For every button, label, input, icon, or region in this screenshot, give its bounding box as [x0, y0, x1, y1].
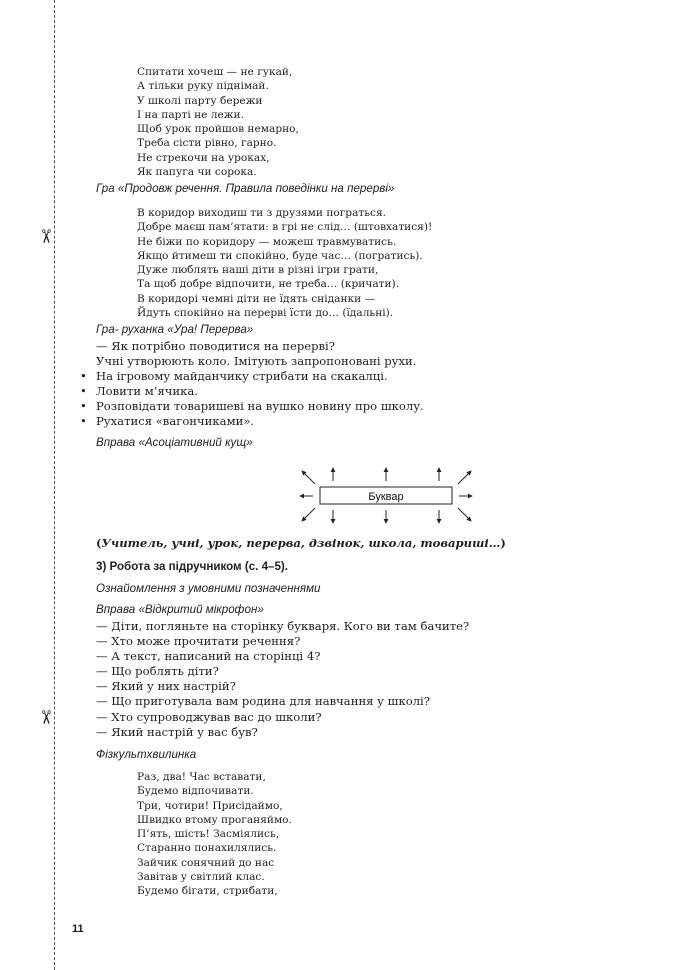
- question-line: — Як потрібно поводитися на перерві?: [96, 339, 335, 353]
- poem-line: Будемо бігати, стрибати,: [137, 885, 278, 898]
- question-line: — Який настрій у вас був?: [96, 724, 258, 739]
- poem-line: Три, чотири! Присідаймо,: [137, 799, 283, 812]
- mic-title: Вправа «Відкритий мікрофон»: [96, 603, 264, 616]
- bullet: •: [80, 399, 87, 413]
- poem-line: І на парті не лежи.: [137, 108, 244, 121]
- scissors-icon: ✂: [34, 709, 57, 726]
- poem-line: Дуже люблять наші діти в різні ігри грати,: [137, 264, 379, 277]
- association-bush-diagram: [295, 463, 480, 529]
- poem-line: Старанно понахилялись.: [137, 842, 277, 855]
- poem-line: Не стрекочи на уроках,: [137, 151, 270, 164]
- poem-line: П’ять, шість! Засміялись,: [137, 828, 280, 841]
- poem-line: Та щоб добре відпочити, не треба… (кричати).: [137, 278, 400, 291]
- poem-line: Завітав у світлий клас.: [137, 871, 265, 884]
- page-number: 11: [72, 923, 84, 935]
- central-word: Буквар: [368, 491, 404, 503]
- poem-rules: [137, 65, 299, 179]
- question-line: — А текст, написаний на сторінці 4?: [96, 649, 321, 664]
- poem-line: Треба сісти рівно, гарно.: [137, 137, 277, 150]
- question-line: — Що приготувала вам родина для навчання у школі?: [96, 694, 430, 709]
- poem-line: А тільки руку піднімай.: [137, 80, 269, 93]
- cut-line: [54, 0, 55, 970]
- poem-line: Раз, два! Час вставати,: [137, 771, 266, 783]
- question-line: — Який у них настрій?: [96, 679, 236, 694]
- question-line: — Діти, погляньте на сторінку букваря. Кого ви там бачите?: [96, 619, 470, 633]
- bullet: •: [80, 414, 87, 428]
- association-answers: (Учитель, учні, урок, перерва, дзвінок, школа, товариші…): [96, 536, 506, 550]
- poem-line: Йдуть спокійно на перерві їсти до… (їдальні).: [137, 307, 394, 320]
- poem-line: Як папуга чи сорока.: [137, 166, 257, 179]
- scissors-icon: ✂: [34, 228, 57, 245]
- question-line: — Хто супроводжував вас до школи?: [96, 709, 322, 724]
- poem-exercise: [137, 770, 292, 899]
- poem-line: В коридорі чемні діти не їдять сніданки —: [137, 292, 376, 305]
- bullet: •: [80, 384, 87, 398]
- list-item: • На ігровому майданчику стрибати на скакалці.: [80, 369, 388, 383]
- poem-line: Швидко втому проганяймо.: [137, 813, 292, 826]
- poem-line: Спитати хочеш — не гукай,: [137, 66, 293, 78]
- list-item: • Розповідати товаришеві на вушко новину про школу.: [80, 399, 424, 413]
- instruction-line: Учні утворюють коло. Імітують запропоновані рухи.: [96, 354, 417, 368]
- list-item: • Рухатися «вагончиками».: [80, 414, 255, 428]
- poem-line: Зайчик сонячний до нас: [137, 856, 275, 869]
- poem-line: Добре маєш пам’ятати: в грі не слід… (штовхатися)!: [137, 221, 433, 234]
- poem-line: Не біжи по коридору — можеш травмуватись.: [137, 235, 397, 248]
- activity-list: [80, 369, 424, 429]
- list-item: • Ловити м’ячика.: [80, 384, 198, 398]
- game-title: Гра «Продовж речення. Правила поведінки на перерві»: [96, 182, 395, 195]
- poem-continue-sentence: [137, 206, 432, 320]
- question-line: — Хто може прочитати речення?: [96, 634, 301, 649]
- rukhanka-title: Гра- руханка «Ура! Перерва»: [96, 323, 254, 336]
- fizkult-title: Фізкультхвилинка: [96, 748, 197, 761]
- section-heading: 3) Робота за підручником (с. 4–5).: [96, 560, 289, 573]
- mic-questions: [96, 619, 469, 740]
- poem-line: Щоб урок пройшов немарно,: [137, 123, 299, 136]
- bullet: •: [80, 369, 87, 383]
- assoc-title: Вправа «Асоціативний кущ»: [96, 436, 253, 449]
- poem-line: В коридор виходиш ти з друзями пограться.: [137, 207, 387, 219]
- poem-line: У школі парту бережи: [137, 94, 263, 107]
- symbols-title: Ознайомлення з умовними позначеннями: [96, 582, 321, 595]
- question-line: — Що роблять діти?: [96, 664, 219, 679]
- poem-line: Будемо відпочивати.: [137, 785, 254, 798]
- poem-line: Якщо йтимеш ти спокійно, буде час… (погратись).: [137, 249, 423, 262]
